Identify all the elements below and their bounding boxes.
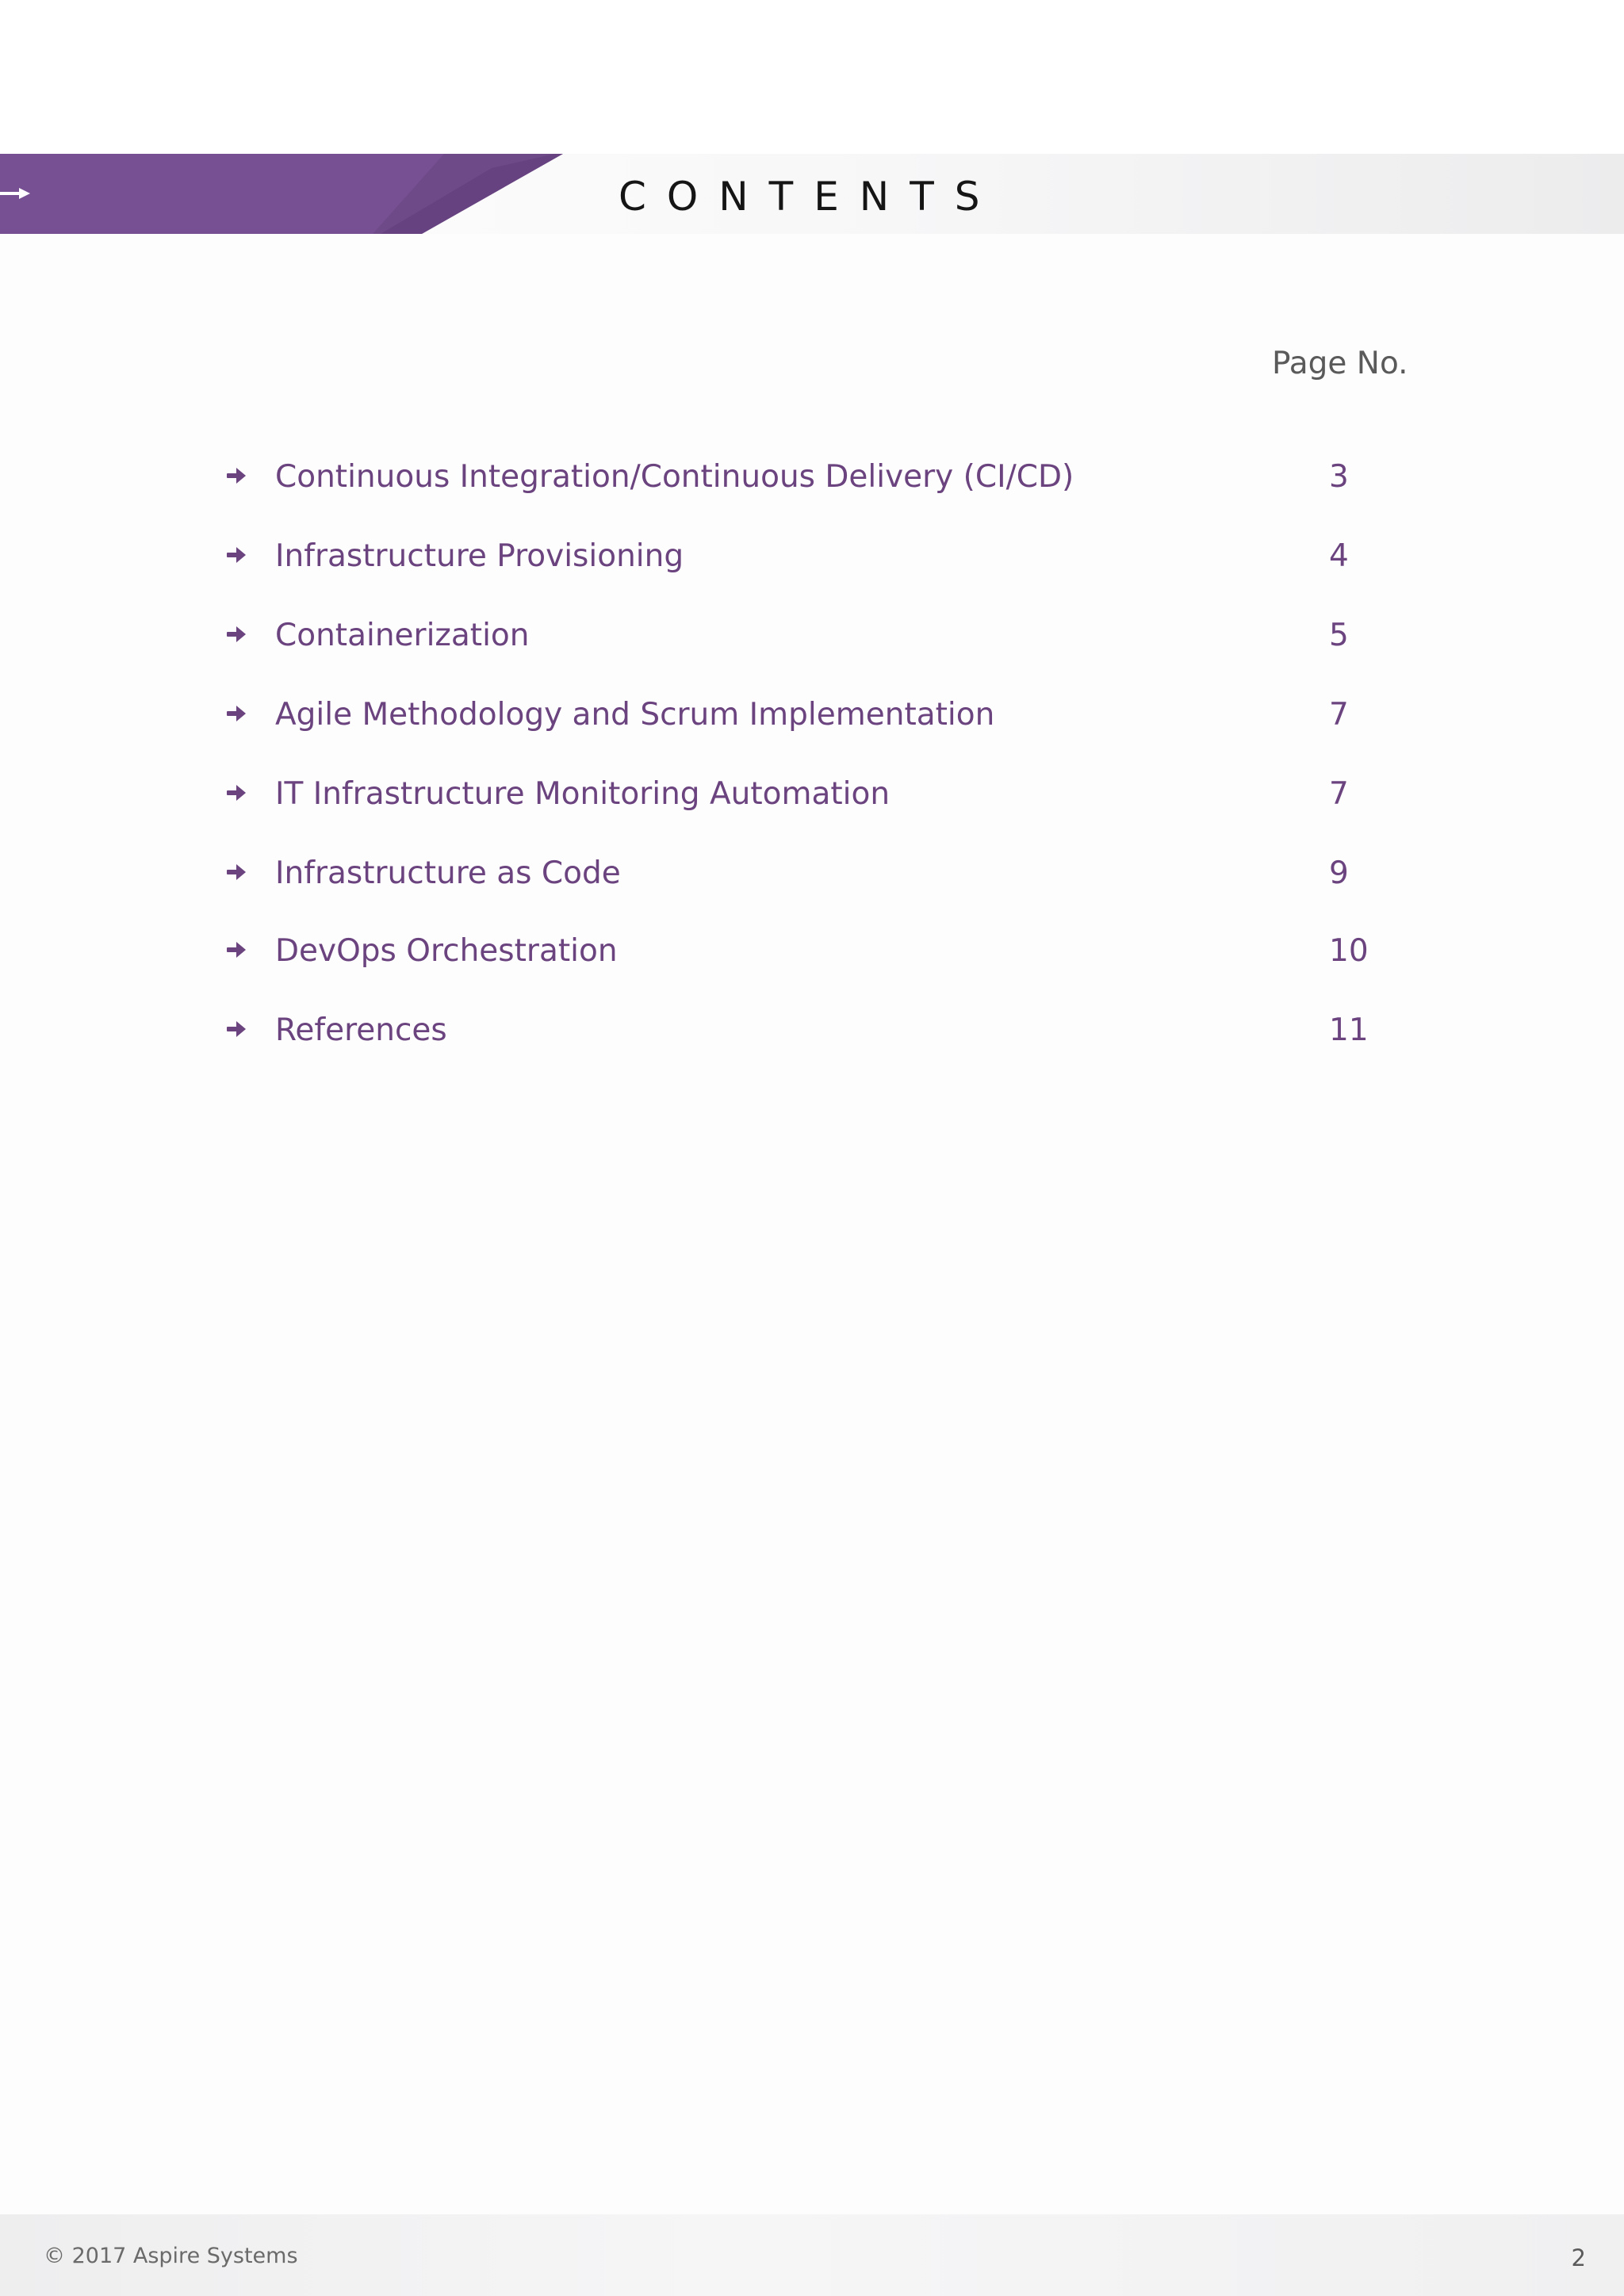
toc-item-page: 5 xyxy=(1329,618,1349,653)
toc-item[interactable] xyxy=(0,850,1624,897)
arrow-right-icon xyxy=(225,702,247,725)
banner-arrow-icon xyxy=(0,188,32,199)
page-footer xyxy=(0,2214,1624,2296)
toc-item-title[interactable]: DevOps Orchestration xyxy=(275,933,618,969)
arrow-right-icon xyxy=(225,782,247,804)
toc-item-title[interactable]: Containerization xyxy=(275,618,530,653)
toc-item-title[interactable]: IT Infrastructure Monitoring Automation xyxy=(275,776,891,812)
page-title: CONTENTS xyxy=(619,174,1001,220)
arrow-right-icon xyxy=(225,939,247,961)
toc-item[interactable] xyxy=(0,928,1624,975)
toc-item[interactable] xyxy=(0,1007,1624,1054)
copyright-text: © 2017 Aspire Systems xyxy=(44,2244,298,2268)
toc-item-page: 11 xyxy=(1329,1012,1369,1048)
page-number: 2 xyxy=(1571,2244,1586,2271)
toc-item[interactable] xyxy=(0,453,1624,501)
arrow-right-icon xyxy=(225,544,247,566)
arrow-right-icon xyxy=(225,1018,247,1040)
toc-item-title[interactable]: Infrastructure Provisioning xyxy=(275,538,684,574)
arrow-right-icon xyxy=(225,465,247,487)
toc-item-title[interactable]: Infrastructure as Code xyxy=(275,855,621,891)
arrow-right-icon xyxy=(225,861,247,883)
toc-item-page: 4 xyxy=(1329,538,1349,574)
toc-item[interactable] xyxy=(0,691,1624,739)
toc-item-page: 10 xyxy=(1329,933,1369,969)
toc-item[interactable] xyxy=(0,771,1624,818)
toc-item-page: 9 xyxy=(1329,855,1349,891)
toc-item-page: 7 xyxy=(1329,776,1349,812)
toc-item-title[interactable]: Agile Methodology and Scrum Implementation xyxy=(275,697,995,733)
toc-item-page: 7 xyxy=(1329,697,1349,733)
toc-item-title[interactable]: References xyxy=(275,1012,447,1048)
page-number-column-label: Page No. xyxy=(1272,346,1408,381)
arrow-right-icon xyxy=(225,623,247,645)
toc-item[interactable] xyxy=(0,533,1624,580)
page-top-margin xyxy=(0,0,1624,154)
toc-item[interactable] xyxy=(0,612,1624,660)
toc-item-title[interactable]: Continuous Integration/Continuous Delivery (CI/CD) xyxy=(275,459,1074,495)
toc-item-page: 3 xyxy=(1329,459,1349,495)
